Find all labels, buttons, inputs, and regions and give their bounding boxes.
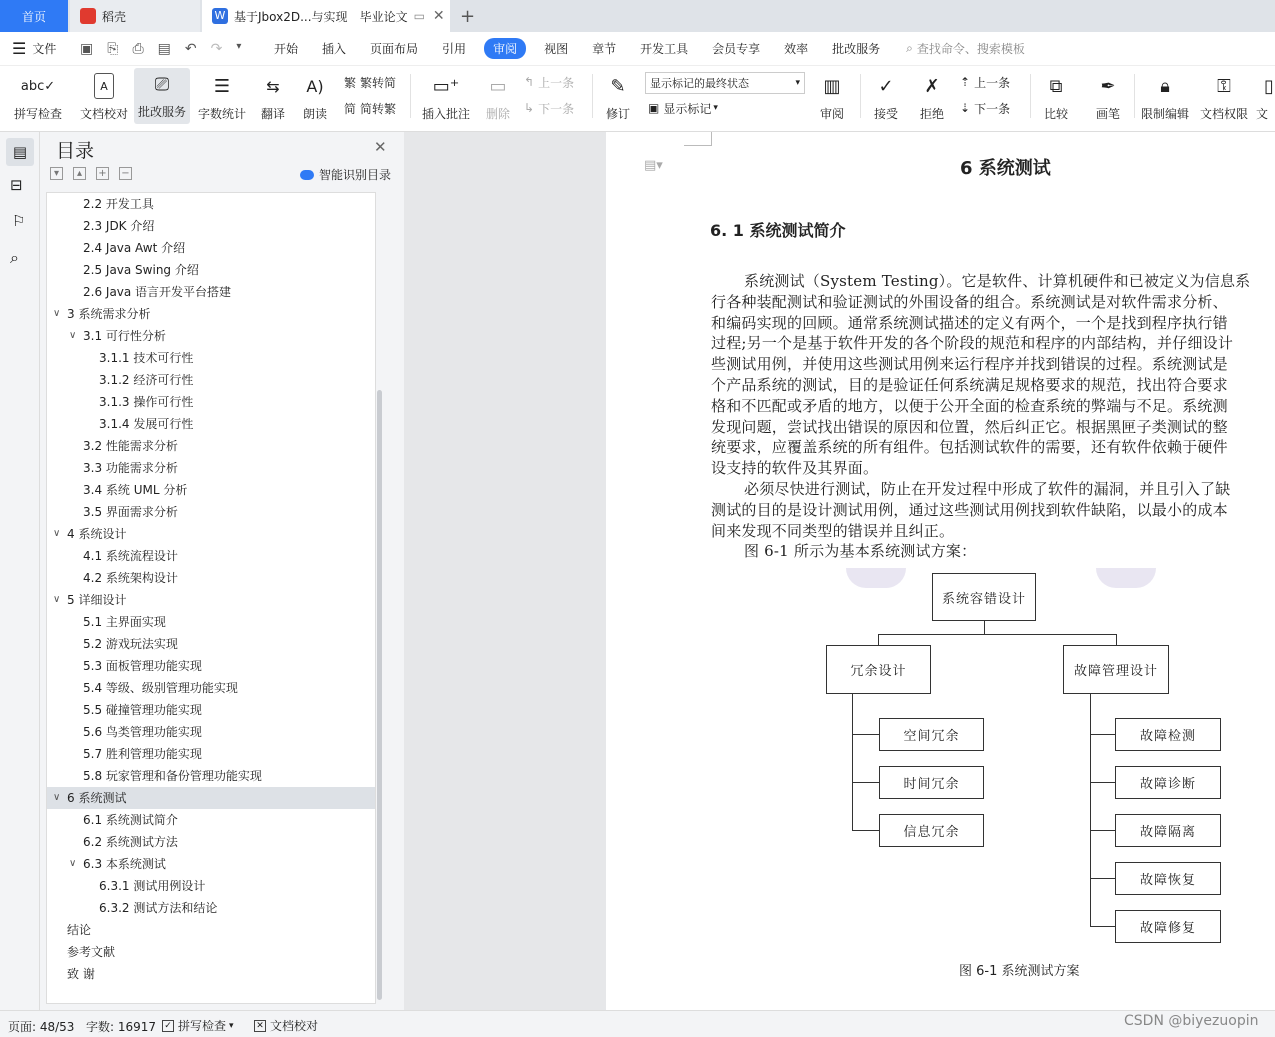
toc-item[interactable] (47, 897, 376, 919)
word-count-button[interactable] (196, 70, 248, 122)
watermark-text: CSDN @biyezuopin (1124, 1013, 1259, 1029)
chevron-down-icon[interactable]: ∨ (53, 792, 61, 803)
toc-item[interactable] (47, 941, 376, 963)
revise-icon: ✎ (610, 75, 626, 97)
connector-line (984, 621, 985, 635)
prev-change-icon: ⇡ (960, 75, 971, 89)
page-corner-mark (684, 132, 712, 146)
fault-tolerance-diagram (606, 568, 1275, 988)
toc-item[interactable] (47, 765, 376, 787)
toc-scrollbar[interactable] (377, 390, 382, 1000)
toc-item[interactable] (47, 787, 376, 809)
toc-item[interactable] (47, 347, 376, 369)
toc-item-label: 3.1.4 发展可行性 (99, 417, 194, 431)
toc-item-label: 3.1.2 经济可行性 (99, 373, 194, 387)
toc-item-label: 2.6 Java 语言开发平台搭建 (83, 285, 232, 299)
bookmark-icon[interactable]: ⚐ (12, 212, 26, 230)
document-page (606, 132, 1275, 1010)
comment-delete-icon: ▭ (489, 75, 507, 97)
chevron-down-icon[interactable]: ∨ (69, 330, 77, 341)
toc-item[interactable] (47, 413, 376, 435)
connector-line (878, 634, 1117, 635)
word-count-label: 字数统计 (197, 107, 246, 121)
ribbon-separator (1030, 74, 1031, 118)
search-icon: ⌕ (906, 41, 913, 55)
next-change-icon: ⇣ (960, 101, 971, 115)
paragraph-line: 过程;另一个是基于软件开发的各个阶段的规范和程序的内部结构，并仔细设计 (711, 334, 1234, 353)
tab-home-label: 首页 (21, 9, 46, 24)
prev-comment-icon: ↰ (524, 75, 535, 89)
show-markup-icon: ▣ (648, 101, 660, 115)
word-count-indicator[interactable]: 字数: 16917 (86, 1020, 157, 1034)
toc-item-label: 3.2 性能需求分析 (83, 439, 178, 453)
word-count-icon: ☰ (213, 75, 231, 97)
connector-line (1090, 694, 1091, 926)
toc-item-label: 5.4 等级、级别管理功能实现 (83, 681, 238, 695)
toc-item[interactable] (47, 721, 376, 743)
hamburger-icon: ☰ (12, 39, 27, 58)
ribbon-separator (1134, 74, 1135, 118)
toc-item-label: 6.3.1 测试用例设计 (99, 879, 206, 893)
tab-document-title2: 毕业论文 (359, 9, 408, 24)
toc-list (46, 192, 376, 1004)
chevron-down-icon[interactable]: ∨ (53, 308, 61, 319)
show-markup-label: 显示标记 (663, 101, 712, 116)
paragraph-line: 统要求，应覆盖系统的所有组件。包括测试软件的需要，还有软件依赖于硬件 (711, 438, 1228, 457)
simp-trad-icon: 简 (344, 101, 357, 116)
close-tab-icon[interactable]: ✕ (432, 8, 445, 24)
review-pane-button[interactable] (812, 70, 852, 122)
tab-document[interactable] (202, 0, 450, 32)
revise-label: 修订 (605, 107, 630, 121)
status-proof-label: 文档校对 (270, 1019, 319, 1033)
doc-permission-button[interactable] (1198, 70, 1250, 122)
chevron-down-icon: ▾ (795, 78, 800, 88)
status-spellcheck[interactable] (162, 1017, 234, 1034)
expand-all-icon[interactable]: ▾ (50, 167, 63, 180)
command-search[interactable] (906, 40, 1025, 57)
menu-view[interactable]: 视图 (544, 42, 569, 56)
section-nav-icon[interactable]: ⊟ (10, 176, 23, 194)
toc-item-label: 致 谢 (67, 967, 95, 981)
trad-to-simp-button[interactable] (344, 72, 396, 92)
toc-item-label: 6.3 本系统测试 (83, 857, 166, 871)
toc-item-label: 5.6 鸟类管理功能实现 (83, 725, 202, 739)
toc-item-label: 4 系统设计 (67, 527, 127, 541)
toc-item[interactable] (47, 611, 376, 633)
toc-item-label: 5 详细设计 (67, 593, 127, 607)
toc-item-label: 3.1.3 操作可行性 (99, 395, 194, 409)
toc-item[interactable] (47, 237, 376, 259)
add-heading-icon[interactable]: + (96, 167, 109, 180)
toc-item[interactable] (47, 391, 376, 413)
ribbon-separator (410, 74, 411, 118)
reject-label: 拒绝 (919, 107, 944, 121)
accept-label: 接受 (873, 107, 898, 121)
review-pane-icon: ▥ (823, 75, 841, 97)
menu-bar (0, 32, 1275, 66)
save-icon[interactable]: ▣ (80, 40, 94, 57)
toc-item-label: 3.4 系统 UML 分析 (83, 483, 188, 497)
compare-icon: ⧉ (1049, 75, 1063, 97)
connector-line (1090, 782, 1116, 783)
connector-line (1090, 830, 1116, 831)
paragraph-line: 和编码实现的回顾。通常系统测试描述的定义有两个，一个是找到程序执行错 (711, 313, 1228, 332)
lock-doc-icon: 🔒︎ (1160, 75, 1170, 97)
diagram-leaf-node: 故障修复 (1115, 910, 1221, 943)
chevron-down-icon: ▾ (229, 1020, 234, 1031)
menu-chapter[interactable]: 章节 (592, 42, 617, 56)
toc-item[interactable] (47, 435, 376, 457)
toc-item-label: 3 系统需求分析 (67, 307, 151, 321)
toc-item-label: 3.5 界面需求分析 (83, 505, 178, 519)
chapter-heading: 6 系统测试 (960, 158, 1051, 179)
undo-icon[interactable]: ↶ (184, 40, 197, 57)
insert-comment-label: 插入批注 (421, 107, 470, 121)
toc-item-label: 6 系统测试 (67, 791, 127, 805)
toc-item[interactable] (47, 501, 376, 523)
trad-simp-icon: 繁 (344, 75, 357, 90)
connector-line (852, 694, 853, 830)
doc-more-label: 文 (1256, 107, 1269, 121)
toc-item-label: 2.2 开发工具 (83, 197, 154, 211)
status-proof[interactable] (254, 1017, 318, 1034)
review-pane-label: 审阅 (819, 107, 844, 121)
read-aloud-label: 朗读 (302, 107, 327, 121)
connector-line (852, 734, 880, 735)
daoke-icon (80, 8, 96, 24)
close-icon[interactable]: ✕ (374, 138, 387, 156)
status-bar (0, 1010, 1275, 1037)
tab-document-title: 基于Jbox2D...与实现 (234, 9, 348, 24)
next-comment-icon: ↳ (524, 101, 535, 115)
quick-access-toolbar (72, 41, 262, 57)
translate-label: 翻译 (260, 107, 285, 121)
simp-to-trad-label: 简转繁 (360, 101, 397, 116)
spellcheck-icon: abc✓ (20, 78, 56, 94)
diagram-fault-mgmt-node: 故障管理设计 (1063, 645, 1169, 694)
remove-heading-icon[interactable]: − (119, 167, 132, 180)
revise-button[interactable] (598, 70, 638, 122)
simp-to-trad-button[interactable] (344, 98, 396, 118)
prev-change-button[interactable] (960, 72, 1010, 92)
toc-item-label: 4.1 系统流程设计 (83, 549, 178, 563)
next-comment-button[interactable] (524, 98, 574, 118)
translate-button[interactable] (254, 70, 292, 122)
toc-item-label: 结论 (67, 923, 92, 937)
smart-toc-icon (300, 170, 314, 180)
prev-change-label: 上一条 (974, 75, 1011, 90)
toc-item[interactable] (47, 215, 376, 237)
toc-item-label: 2.4 Java Awt 介绍 (83, 241, 186, 255)
toc-item-label: 5.1 主界面实现 (83, 615, 166, 629)
chevron-down-icon[interactable]: ∨ (53, 594, 61, 605)
toc-item[interactable] (47, 325, 376, 347)
toc-item-label: 4.2 系统架构设计 (83, 571, 178, 585)
ribbon-separator (860, 74, 861, 118)
ribbon-separator (592, 74, 593, 118)
diagram-leaf-node: 信息冗余 (879, 814, 984, 847)
toc-item[interactable] (47, 303, 376, 325)
toc-item[interactable] (47, 809, 376, 831)
doc-proof-label: 文档校对 (79, 107, 128, 121)
doc-more-icon: ▯ (1264, 75, 1274, 97)
file-menu[interactable] (0, 39, 72, 58)
correction-label: 批改服务 (137, 105, 186, 119)
doc-proof-button[interactable] (78, 70, 130, 122)
connector-line (1090, 926, 1116, 927)
menu-correction-service[interactable]: 批改服务 (832, 42, 881, 56)
paragraph-line: 格和不匹配或矛盾的地方，以便于公开全面的检查系统的弊端与不足。系统测 (711, 396, 1228, 415)
delete-comment-button[interactable] (480, 70, 516, 122)
toc-item[interactable] (47, 633, 376, 655)
paragraph-line: 测试的目的是设计测试用例，通过这些测试用例找到软件缺陷，以最小的成本 (711, 500, 1228, 519)
restrict-edit-label: 限制编辑 (1140, 107, 1189, 121)
read-aloud-icon: A) (306, 76, 324, 96)
reject-button[interactable] (912, 70, 952, 122)
toc-item[interactable] (47, 853, 376, 875)
doc-proof-icon: A (94, 73, 114, 99)
tab-home[interactable] (0, 0, 68, 32)
toc-item-label: 3.1.1 技术可行性 (99, 351, 194, 365)
read-aloud-button[interactable] (298, 70, 332, 122)
collapse-all-icon[interactable]: ▴ (73, 167, 86, 180)
toc-item[interactable] (47, 193, 376, 215)
toc-item-label: 5.7 胜利管理功能实现 (83, 747, 202, 761)
pen-icon: ✒ (1100, 75, 1116, 97)
paragraph-line: 系统测试（System Testing）。它是软件、计算机硬件和已被定义为信息系 (744, 272, 1251, 290)
diagram-leaf-node: 故障隔离 (1115, 814, 1221, 847)
toc-item-label: 5.3 面板管理功能实现 (83, 659, 202, 673)
tab-daoke-label: 稻壳 (102, 9, 127, 24)
doc-more-button[interactable] (1256, 70, 1275, 122)
next-change-label: 下一条 (974, 101, 1011, 116)
diagram-root-node: 系统容错设计 (932, 573, 1036, 621)
toc-item[interactable] (47, 479, 376, 501)
diagram-leaf-node: 空间冗余 (879, 718, 984, 751)
translate-icon: ⇆ (266, 76, 280, 96)
monitor-icon: ▭ (413, 9, 425, 23)
chevron-down-icon[interactable]: ▾ (236, 40, 242, 52)
new-tab-button[interactable] (458, 0, 482, 32)
toc-item[interactable] (47, 457, 376, 479)
reject-icon: ✗ (924, 75, 940, 97)
paragraph-line: 些测试用例，并使用这些测试用例来运行程序并找到错误的过程。系统测试是 (711, 355, 1228, 374)
menu-start[interactable]: 开始 (274, 42, 299, 56)
status-spellcheck-label: 拼写检查 (178, 1019, 227, 1033)
toc-item-label: 3.3 功能需求分析 (83, 461, 178, 475)
decorative-circle (1096, 568, 1156, 588)
toc-item[interactable] (47, 545, 376, 567)
doc-permission-icon: ⚿ (1217, 75, 1231, 97)
restrict-edit-button[interactable] (1138, 70, 1192, 122)
toc-item-label: 3.1 可行性分析 (83, 329, 166, 343)
toc-item-label: 2.3 JDK 介绍 (83, 219, 155, 233)
chevron-down-icon[interactable]: ∨ (53, 528, 61, 539)
menu-reference[interactable]: 引用 (442, 42, 467, 56)
toc-item[interactable] (47, 743, 376, 765)
menu-insert[interactable]: 插入 (322, 42, 347, 56)
comment-add-icon: ▭⁺ (432, 75, 460, 97)
connector-line (852, 830, 880, 831)
compare-button[interactable] (1036, 70, 1076, 122)
menu-member[interactable]: 会员专享 (712, 42, 761, 56)
delete-comment-label: 删除 (485, 107, 510, 121)
toc-item[interactable] (47, 523, 376, 545)
prev-comment-button[interactable] (524, 72, 574, 92)
toc-title: 目录 (56, 140, 95, 162)
toc-item[interactable] (47, 699, 376, 721)
markup-state-value: 显示标记的最终状态 (650, 77, 749, 90)
chevron-down-icon: ▾ (713, 103, 718, 113)
insert-comment-button[interactable] (418, 70, 474, 122)
toc-item-label: 5.2 游戏玩法实现 (83, 637, 178, 651)
diagram-leaf-node: 故障恢复 (1115, 862, 1221, 895)
paragraph-line: 间来发现不同类型的错误并且纠正。 (711, 521, 955, 540)
preview-icon[interactable]: ▤ (157, 40, 171, 57)
toc-item[interactable] (47, 369, 376, 391)
toc-item-label: 6.2 系统测试方法 (83, 835, 178, 849)
menu-page-layout[interactable]: 页面布局 (370, 42, 419, 56)
paragraph-line: 发现问题，尝试找出错误的原因和位置，然后纠正它。根据黑匣子类测试的整 (711, 417, 1228, 436)
spellcheck-button[interactable] (8, 70, 68, 122)
paragraph-line: 行各种装配测试和验证测试的外围设备的组合。系统测试是对软件需求分析、 (711, 292, 1228, 311)
toc-item[interactable] (47, 259, 376, 281)
diagram-leaf-node: 故障诊断 (1115, 766, 1221, 799)
ribbon-toolbar (0, 66, 1275, 132)
toc-item-label: 6.3.2 测试方法和结论 (99, 901, 218, 915)
menu-efficiency[interactable]: 效率 (784, 42, 809, 56)
chevron-down-icon[interactable]: ∨ (69, 858, 77, 869)
toc-panel-icon[interactable]: ▤ (6, 138, 34, 166)
paragraph-line: 图 6-1 所示为基本系统测试方案： (744, 542, 977, 561)
toc-item-label: 6.1 系统测试简介 (83, 813, 178, 827)
paragraph-line: 必须尽快进行测试，防止在开发过程中形成了软件的漏洞，并且引入了缺 (744, 480, 1231, 498)
markup-state-select[interactable] (645, 72, 805, 94)
toc-item[interactable] (47, 655, 376, 677)
diagram-leaf-node: 时间冗余 (879, 766, 984, 799)
correction-service-button[interactable] (134, 68, 190, 124)
wps-writer-icon: W (212, 8, 228, 24)
accept-button[interactable] (866, 70, 906, 122)
command-search-placeholder: 查找命令、搜索模板 (916, 42, 1025, 56)
plus-icon: + (460, 5, 476, 27)
menu-dev-tools[interactable]: 开发工具 (640, 42, 689, 56)
paragraph-line: 个产品系统的测试，目的是验证任何系统满足规格要求的规范，找出符合要求 (711, 376, 1228, 394)
show-markup-button[interactable] (648, 98, 718, 118)
diagram-leaf-node: 故障检测 (1115, 718, 1221, 751)
toc-panel (40, 132, 404, 1010)
section-heading: 6. 1 系统测试简介 (710, 221, 846, 240)
pen-button[interactable] (1088, 70, 1128, 122)
nav-strip (0, 132, 40, 1010)
toc-item[interactable] (47, 589, 376, 611)
figure-caption: 图 6-1 系统测试方案 (959, 964, 1080, 979)
pen-label: 画笔 (1095, 107, 1120, 121)
export-icon[interactable]: ⎘ (107, 40, 119, 57)
toc-item[interactable] (47, 831, 376, 853)
trad-to-simp-label: 繁转简 (360, 75, 397, 90)
toc-item[interactable] (47, 919, 376, 941)
prev-comment-label: 上一条 (538, 75, 575, 90)
menu-review[interactable]: 审阅 (484, 38, 526, 59)
toc-item[interactable] (47, 677, 376, 699)
connector-line (1090, 734, 1116, 735)
toc-item[interactable] (47, 875, 376, 897)
next-change-button[interactable] (960, 98, 1010, 118)
toc-item[interactable] (47, 567, 376, 589)
toc-item-label: 2.5 Java Swing 介绍 (83, 263, 199, 277)
tab-bar (0, 0, 1275, 32)
toc-item-label: 5.8 玩家管理和备份管理功能实现 (83, 769, 262, 783)
tab-daoke[interactable] (70, 0, 200, 32)
redo-icon[interactable]: ↷ (210, 40, 223, 57)
toc-toolbar (50, 167, 132, 180)
paragraph-layout-icon[interactable]: ▤▾ (644, 158, 663, 173)
smart-toc-label: 智能识别目录 (319, 168, 392, 182)
proof-icon: ✕ (254, 1020, 266, 1032)
toc-item[interactable] (47, 281, 376, 303)
file-menu-label: 文件 (32, 42, 57, 56)
toc-item-label: 5.5 碰撞管理功能实现 (83, 703, 202, 717)
toc-item-label: 参考文献 (67, 945, 116, 959)
page-indicator[interactable]: 页面: 48/53 (8, 1020, 75, 1034)
connector-line (852, 782, 880, 783)
print-icon[interactable]: ⎙ (132, 40, 144, 57)
doc-permission-label: 文档权限 (1199, 107, 1248, 121)
accept-icon: ✓ (878, 75, 894, 97)
checkbox-icon: ✓ (162, 1020, 174, 1032)
document-gutter (404, 132, 606, 1010)
diagram-redundancy-node: 冗余设计 (826, 645, 931, 694)
next-comment-label: 下一条 (538, 101, 575, 116)
correction-icon: ⎚ (154, 73, 170, 95)
compare-label: 比较 (1043, 107, 1068, 121)
search-icon[interactable]: ⌕ (10, 248, 19, 267)
spellcheck-label: 拼写检查 (13, 107, 62, 121)
paragraph-line: 设支持的软件及其界面。 (711, 459, 879, 478)
toc-item[interactable] (47, 963, 376, 985)
smart-toc-button[interactable] (300, 166, 391, 183)
connector-line (1090, 878, 1116, 879)
decorative-circle (846, 568, 906, 588)
